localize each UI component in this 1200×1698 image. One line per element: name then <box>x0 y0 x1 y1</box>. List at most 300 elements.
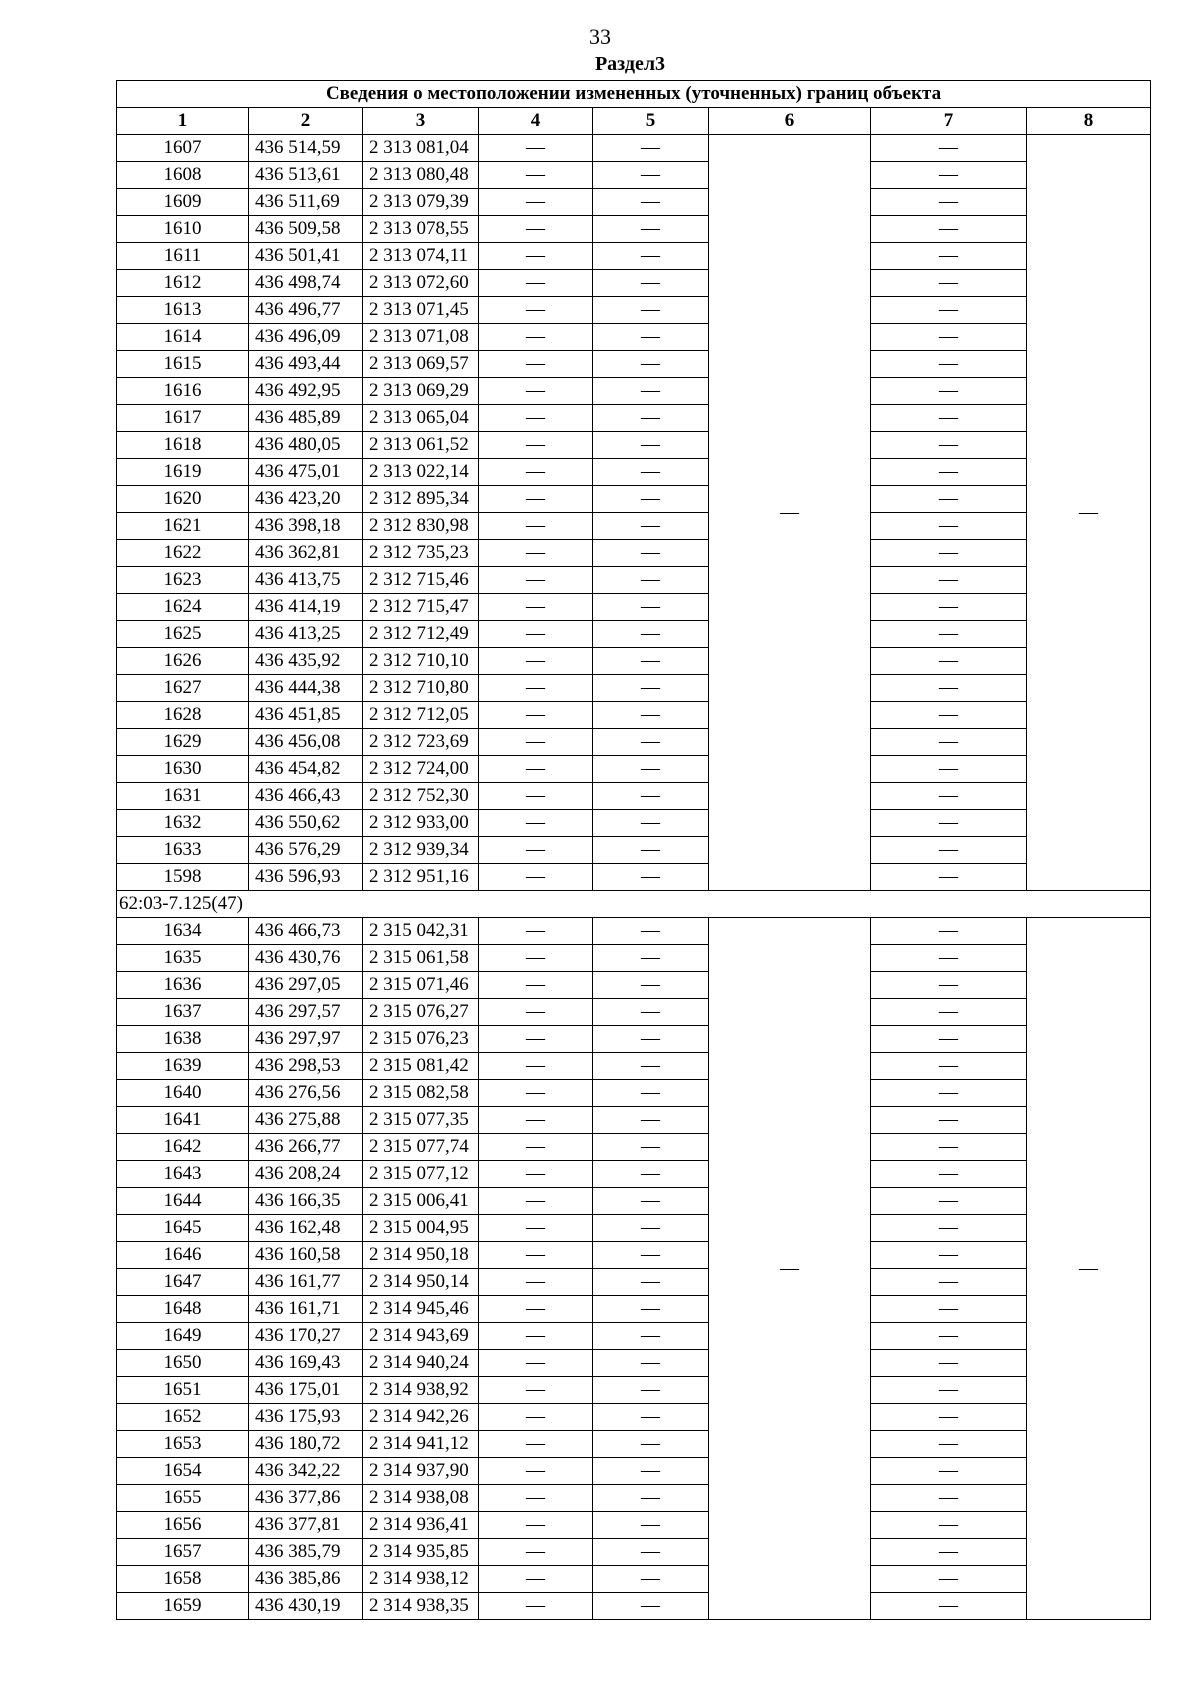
dash-cell: — <box>593 1188 709 1215</box>
dash-cell: — <box>479 756 593 783</box>
dash-cell: — <box>871 351 1027 378</box>
dash-cell: — <box>871 486 1027 513</box>
point-number-cell: 1621 <box>117 513 249 540</box>
point-number-cell: 1598 <box>117 864 249 891</box>
table-row <box>117 1323 1151 1350</box>
table-row <box>117 1026 1151 1053</box>
dash-cell: — <box>593 1512 709 1539</box>
table-row <box>117 540 1151 567</box>
dash-cell: — <box>871 1350 1027 1377</box>
dash-cell: — <box>871 1539 1027 1566</box>
coordinate-y-cell: 2 315 077,35 <box>363 1107 479 1134</box>
dash-cell: — <box>871 594 1027 621</box>
column-header: 7 <box>871 108 1027 135</box>
table-row <box>117 567 1151 594</box>
coordinate-y-cell: 2 315 077,12 <box>363 1161 479 1188</box>
table-row <box>117 189 1151 216</box>
coordinate-x-cell: 436 161,71 <box>249 1296 363 1323</box>
dash-cell: — <box>479 675 593 702</box>
coordinate-x-cell: 436 492,95 <box>249 378 363 405</box>
table-row <box>117 135 1151 162</box>
coordinate-y-cell: 2 312 710,80 <box>363 675 479 702</box>
coordinate-y-cell: 2 313 022,14 <box>363 459 479 486</box>
coordinate-x-cell: 436 377,86 <box>249 1485 363 1512</box>
dash-cell: — <box>593 1080 709 1107</box>
coordinate-x-cell: 436 451,85 <box>249 702 363 729</box>
dash-cell: — <box>479 1080 593 1107</box>
coordinate-x-cell: 436 513,61 <box>249 162 363 189</box>
dash-cell: — <box>479 648 593 675</box>
coordinate-x-cell: 436 454,82 <box>249 756 363 783</box>
coordinate-y-cell: 2 312 933,00 <box>363 810 479 837</box>
dash-cell: — <box>479 135 593 162</box>
dash-cell: — <box>593 810 709 837</box>
coordinate-x-cell: 436 414,19 <box>249 594 363 621</box>
dash-cell: — <box>479 297 593 324</box>
coordinate-y-cell: 2 315 076,23 <box>363 1026 479 1053</box>
dash-cell: — <box>479 1431 593 1458</box>
dash-cell: — <box>479 1404 593 1431</box>
dash-cell: — <box>479 540 593 567</box>
dash-cell: — <box>593 837 709 864</box>
dash-cell: — <box>593 459 709 486</box>
dash-cell: — <box>871 999 1027 1026</box>
coordinate-x-cell: 436 466,73 <box>249 918 363 945</box>
coordinate-y-cell: 2 312 752,30 <box>363 783 479 810</box>
dash-cell: — <box>593 1485 709 1512</box>
table-row <box>117 810 1151 837</box>
dash-cell: — <box>593 864 709 891</box>
dash-cell: — <box>593 405 709 432</box>
dash-cell: — <box>593 702 709 729</box>
coordinate-y-cell: 2 314 942,26 <box>363 1404 479 1431</box>
column-header: 2 <box>249 108 363 135</box>
coordinate-y-cell: 2 314 940,24 <box>363 1350 479 1377</box>
dash-cell: — <box>479 1458 593 1485</box>
coordinate-x-cell: 436 377,81 <box>249 1512 363 1539</box>
dash-cell: — <box>479 1242 593 1269</box>
coordinate-x-cell: 436 297,05 <box>249 972 363 999</box>
dash-cell: — <box>479 1512 593 1539</box>
coordinate-x-cell: 436 170,27 <box>249 1323 363 1350</box>
point-number-cell: 1638 <box>117 1026 249 1053</box>
coordinate-x-cell: 436 169,43 <box>249 1350 363 1377</box>
coordinate-y-cell: 2 312 715,47 <box>363 594 479 621</box>
table-row <box>117 162 1151 189</box>
dash-cell: — <box>593 1134 709 1161</box>
coordinate-x-cell: 436 166,35 <box>249 1188 363 1215</box>
coordinate-x-cell: 436 175,01 <box>249 1377 363 1404</box>
coordinate-y-cell: 2 315 082,58 <box>363 1080 479 1107</box>
table-row <box>117 621 1151 648</box>
dash-cell: — <box>479 1269 593 1296</box>
dash-cell: — <box>479 864 593 891</box>
coordinate-y-cell: 2 312 951,16 <box>363 864 479 891</box>
dash-cell: — <box>479 459 593 486</box>
dash-cell: — <box>479 162 593 189</box>
dash-cell: — <box>871 1215 1027 1242</box>
dash-cell: — <box>593 1161 709 1188</box>
dash-cell: — <box>871 297 1027 324</box>
coordinate-x-cell: 436 430,19 <box>249 1593 363 1620</box>
section-title: Раздел3 <box>594 53 666 75</box>
coordinate-x-cell: 436 576,29 <box>249 837 363 864</box>
table-row <box>117 1242 1151 1269</box>
dash-cell: — <box>479 270 593 297</box>
dash-cell: — <box>871 1404 1027 1431</box>
dash-cell: — <box>1027 135 1151 891</box>
dash-cell: — <box>871 756 1027 783</box>
dash-cell: — <box>871 432 1027 459</box>
point-number-cell: 1651 <box>117 1377 249 1404</box>
table-row <box>117 1431 1151 1458</box>
table-row <box>117 1458 1151 1485</box>
dash-cell: — <box>593 540 709 567</box>
dash-cell: — <box>593 189 709 216</box>
coordinate-y-cell: 2 313 061,52 <box>363 432 479 459</box>
coordinate-y-cell: 2 312 715,46 <box>363 567 479 594</box>
point-number-cell: 1611 <box>117 243 249 270</box>
dash-cell: — <box>479 1377 593 1404</box>
coordinate-x-cell: 436 413,75 <box>249 567 363 594</box>
dash-cell: — <box>479 378 593 405</box>
dash-cell: — <box>479 1323 593 1350</box>
dash-cell: — <box>871 1161 1027 1188</box>
dash-cell: — <box>871 135 1027 162</box>
dash-cell: — <box>871 1053 1027 1080</box>
point-number-cell: 1641 <box>117 1107 249 1134</box>
coordinate-x-cell: 436 498,74 <box>249 270 363 297</box>
coordinate-y-cell: 2 314 938,12 <box>363 1566 479 1593</box>
point-number-cell: 1647 <box>117 1269 249 1296</box>
dash-cell: — <box>593 513 709 540</box>
dash-cell: — <box>479 432 593 459</box>
dash-cell: — <box>593 729 709 756</box>
dash-cell: — <box>871 405 1027 432</box>
column-header: 6 <box>709 108 871 135</box>
coordinate-x-cell: 436 496,77 <box>249 297 363 324</box>
coordinate-x-cell: 436 550,62 <box>249 810 363 837</box>
dash-cell: — <box>871 1026 1027 1053</box>
coordinate-y-cell: 2 313 080,48 <box>363 162 479 189</box>
dash-cell: — <box>871 1269 1027 1296</box>
table-row <box>117 1593 1151 1620</box>
table-row <box>117 1053 1151 1080</box>
coordinate-y-cell: 2 315 006,41 <box>363 1188 479 1215</box>
dash-cell: — <box>871 513 1027 540</box>
point-number-cell: 1634 <box>117 918 249 945</box>
coordinate-x-cell: 436 297,97 <box>249 1026 363 1053</box>
table-row <box>117 513 1151 540</box>
dash-cell: — <box>593 1242 709 1269</box>
group-row <box>117 891 1151 918</box>
dash-cell: — <box>479 810 593 837</box>
point-number-cell: 1643 <box>117 1161 249 1188</box>
coordinate-x-cell: 436 208,24 <box>249 1161 363 1188</box>
dash-cell: — <box>593 135 709 162</box>
coordinate-x-cell: 436 480,05 <box>249 432 363 459</box>
coordinate-y-cell: 2 314 936,41 <box>363 1512 479 1539</box>
dash-cell: — <box>479 1215 593 1242</box>
coordinate-x-cell: 436 266,77 <box>249 1134 363 1161</box>
column-header: 3 <box>363 108 479 135</box>
point-number-cell: 1619 <box>117 459 249 486</box>
dash-cell: — <box>593 1350 709 1377</box>
dash-cell: — <box>593 486 709 513</box>
dash-cell: — <box>871 729 1027 756</box>
point-number-cell: 1614 <box>117 324 249 351</box>
dash-cell: — <box>479 567 593 594</box>
dash-cell: — <box>871 243 1027 270</box>
coordinate-x-cell: 436 276,56 <box>249 1080 363 1107</box>
dash-cell: — <box>871 189 1027 216</box>
dash-cell: — <box>479 243 593 270</box>
table-row <box>117 729 1151 756</box>
dash-cell: — <box>593 1377 709 1404</box>
dash-cell: — <box>593 918 709 945</box>
dash-cell: — <box>479 405 593 432</box>
table-row <box>117 756 1151 783</box>
dash-cell: — <box>871 378 1027 405</box>
dash-cell: — <box>593 297 709 324</box>
coordinate-y-cell: 2 315 061,58 <box>363 945 479 972</box>
dash-cell: — <box>871 459 1027 486</box>
dash-cell: — <box>593 756 709 783</box>
coordinate-x-cell: 436 596,93 <box>249 864 363 891</box>
dash-cell: — <box>479 216 593 243</box>
table-row <box>117 243 1151 270</box>
dash-cell: — <box>593 1269 709 1296</box>
coordinate-x-cell: 436 511,69 <box>249 189 363 216</box>
coordinate-y-cell: 2 315 004,95 <box>363 1215 479 1242</box>
coordinate-y-cell: 2 313 074,11 <box>363 243 479 270</box>
dash-cell: — <box>479 1566 593 1593</box>
point-number-cell: 1607 <box>117 135 249 162</box>
dash-cell: — <box>479 837 593 864</box>
coordinate-x-cell: 436 161,77 <box>249 1269 363 1296</box>
table-row <box>117 972 1151 999</box>
point-number-cell: 1640 <box>117 1080 249 1107</box>
dash-cell: — <box>479 945 593 972</box>
coordinate-x-cell: 436 501,41 <box>249 243 363 270</box>
dash-cell: — <box>871 216 1027 243</box>
dash-cell: — <box>479 1296 593 1323</box>
dash-cell: — <box>479 1188 593 1215</box>
dash-cell: — <box>871 1512 1027 1539</box>
table-row <box>117 594 1151 621</box>
dash-cell: — <box>871 540 1027 567</box>
point-number-cell: 1620 <box>117 486 249 513</box>
point-number-cell: 1622 <box>117 540 249 567</box>
point-number-cell: 1626 <box>117 648 249 675</box>
dash-cell: — <box>871 1107 1027 1134</box>
point-number-cell: 1649 <box>117 1323 249 1350</box>
table-row <box>117 918 1151 945</box>
coordinate-y-cell: 2 314 950,18 <box>363 1242 479 1269</box>
dash-cell: — <box>479 702 593 729</box>
coordinate-x-cell: 436 493,44 <box>249 351 363 378</box>
coordinate-y-cell: 2 313 069,57 <box>363 351 479 378</box>
dash-cell: — <box>593 1404 709 1431</box>
dash-cell: — <box>593 972 709 999</box>
point-number-cell: 1635 <box>117 945 249 972</box>
column-header: 5 <box>593 108 709 135</box>
dash-cell: — <box>593 1431 709 1458</box>
point-number-cell: 1655 <box>117 1485 249 1512</box>
point-number-cell: 1615 <box>117 351 249 378</box>
dash-cell: — <box>871 783 1027 810</box>
table-row <box>117 1080 1151 1107</box>
table-row <box>117 486 1151 513</box>
coordinate-y-cell: 2 315 076,27 <box>363 999 479 1026</box>
table-row <box>117 1377 1151 1404</box>
dash-cell: — <box>593 243 709 270</box>
table-row <box>117 1188 1151 1215</box>
dash-cell: — <box>593 1458 709 1485</box>
dash-cell: — <box>1027 918 1151 1620</box>
point-number-cell: 1616 <box>117 378 249 405</box>
dash-cell: — <box>479 513 593 540</box>
table-row <box>117 378 1151 405</box>
coordinate-x-cell: 436 385,86 <box>249 1566 363 1593</box>
point-number-cell: 1612 <box>117 270 249 297</box>
dash-cell: — <box>593 1296 709 1323</box>
coordinate-x-cell: 436 297,57 <box>249 999 363 1026</box>
dash-cell: — <box>593 999 709 1026</box>
table-row <box>117 270 1151 297</box>
point-number-cell: 1658 <box>117 1566 249 1593</box>
coordinate-x-cell: 436 180,72 <box>249 1431 363 1458</box>
dash-cell: — <box>593 270 709 297</box>
dash-cell: — <box>871 1485 1027 1512</box>
point-number-cell: 1627 <box>117 675 249 702</box>
coordinate-x-cell: 436 423,20 <box>249 486 363 513</box>
dash-cell: — <box>871 837 1027 864</box>
table-row <box>117 216 1151 243</box>
table-row <box>117 702 1151 729</box>
coordinate-x-cell: 436 362,81 <box>249 540 363 567</box>
dash-cell: — <box>593 1107 709 1134</box>
point-number-cell: 1631 <box>117 783 249 810</box>
coordinate-y-cell: 2 314 935,85 <box>363 1539 479 1566</box>
dash-cell: — <box>479 918 593 945</box>
dash-cell: — <box>871 1296 1027 1323</box>
coordinate-x-cell: 436 175,93 <box>249 1404 363 1431</box>
coordinate-y-cell: 2 313 072,60 <box>363 270 479 297</box>
dash-cell: — <box>593 783 709 810</box>
point-number-cell: 1609 <box>117 189 249 216</box>
coordinate-y-cell: 2 313 078,55 <box>363 216 479 243</box>
boundary-table <box>116 80 1151 1620</box>
coordinate-y-cell: 2 313 079,39 <box>363 189 479 216</box>
coordinate-x-cell: 436 456,08 <box>249 729 363 756</box>
coordinate-x-cell: 436 342,22 <box>249 1458 363 1485</box>
dash-cell: — <box>871 1323 1027 1350</box>
point-number-cell: 1653 <box>117 1431 249 1458</box>
point-number-cell: 1618 <box>117 432 249 459</box>
point-number-cell: 1656 <box>117 1512 249 1539</box>
point-number-cell: 1628 <box>117 702 249 729</box>
point-number-cell: 1630 <box>117 756 249 783</box>
dash-cell: — <box>593 648 709 675</box>
point-number-cell: 1625 <box>117 621 249 648</box>
table-row <box>117 1296 1151 1323</box>
dash-cell: — <box>593 351 709 378</box>
coordinate-y-cell: 2 312 723,69 <box>363 729 479 756</box>
point-number-cell: 1639 <box>117 1053 249 1080</box>
dash-cell: — <box>871 864 1027 891</box>
dash-cell: — <box>871 648 1027 675</box>
point-number-cell: 1617 <box>117 405 249 432</box>
coordinate-y-cell: 2 312 710,10 <box>363 648 479 675</box>
coordinate-y-cell: 2 312 830,98 <box>363 513 479 540</box>
dash-cell: — <box>709 135 871 891</box>
dash-cell: — <box>871 1080 1027 1107</box>
table-row <box>117 1215 1151 1242</box>
coordinate-y-cell: 2 313 071,45 <box>363 297 479 324</box>
coordinate-x-cell: 436 298,53 <box>249 1053 363 1080</box>
coordinate-y-cell: 2 314 937,90 <box>363 1458 479 1485</box>
dash-cell: — <box>479 729 593 756</box>
coordinate-y-cell: 2 312 712,05 <box>363 702 479 729</box>
coordinate-y-cell: 2 312 735,23 <box>363 540 479 567</box>
dash-cell: — <box>479 1107 593 1134</box>
dash-cell: — <box>871 1431 1027 1458</box>
coordinate-x-cell: 436 275,88 <box>249 1107 363 1134</box>
dash-cell: — <box>479 1026 593 1053</box>
table-row <box>117 1161 1151 1188</box>
table-row <box>117 648 1151 675</box>
table-row <box>117 405 1151 432</box>
coordinate-y-cell: 2 315 081,42 <box>363 1053 479 1080</box>
coordinate-x-cell: 436 398,18 <box>249 513 363 540</box>
coordinate-y-cell: 2 314 938,35 <box>363 1593 479 1620</box>
table-row <box>117 297 1151 324</box>
dash-cell: — <box>479 1593 593 1620</box>
coordinate-x-cell: 436 160,58 <box>249 1242 363 1269</box>
column-header: 8 <box>1027 108 1151 135</box>
dash-cell: — <box>593 621 709 648</box>
coordinate-x-cell: 436 496,09 <box>249 324 363 351</box>
dash-cell: — <box>871 675 1027 702</box>
point-number-cell: 1637 <box>117 999 249 1026</box>
table-row <box>117 1485 1151 1512</box>
table-row <box>117 324 1151 351</box>
point-number-cell: 1633 <box>117 837 249 864</box>
coordinate-x-cell: 436 413,25 <box>249 621 363 648</box>
table-row <box>117 1107 1151 1134</box>
dash-cell: — <box>871 1458 1027 1485</box>
point-number-cell: 1657 <box>117 1539 249 1566</box>
point-number-cell: 1650 <box>117 1350 249 1377</box>
table-row <box>117 1404 1151 1431</box>
coordinate-y-cell: 2 313 081,04 <box>363 135 479 162</box>
coordinate-x-cell: 436 514,59 <box>249 135 363 162</box>
dash-cell: — <box>593 1539 709 1566</box>
coordinate-y-cell: 2 314 950,14 <box>363 1269 479 1296</box>
column-header: 4 <box>479 108 593 135</box>
dash-cell: — <box>479 351 593 378</box>
dash-cell: — <box>479 1539 593 1566</box>
dash-cell: — <box>871 324 1027 351</box>
point-number-cell: 1629 <box>117 729 249 756</box>
coordinate-x-cell: 436 475,01 <box>249 459 363 486</box>
dash-cell: — <box>871 810 1027 837</box>
dash-cell: — <box>479 594 593 621</box>
coordinate-y-cell: 2 314 938,92 <box>363 1377 479 1404</box>
coordinate-y-cell: 2 315 077,74 <box>363 1134 479 1161</box>
dash-cell: — <box>593 1026 709 1053</box>
